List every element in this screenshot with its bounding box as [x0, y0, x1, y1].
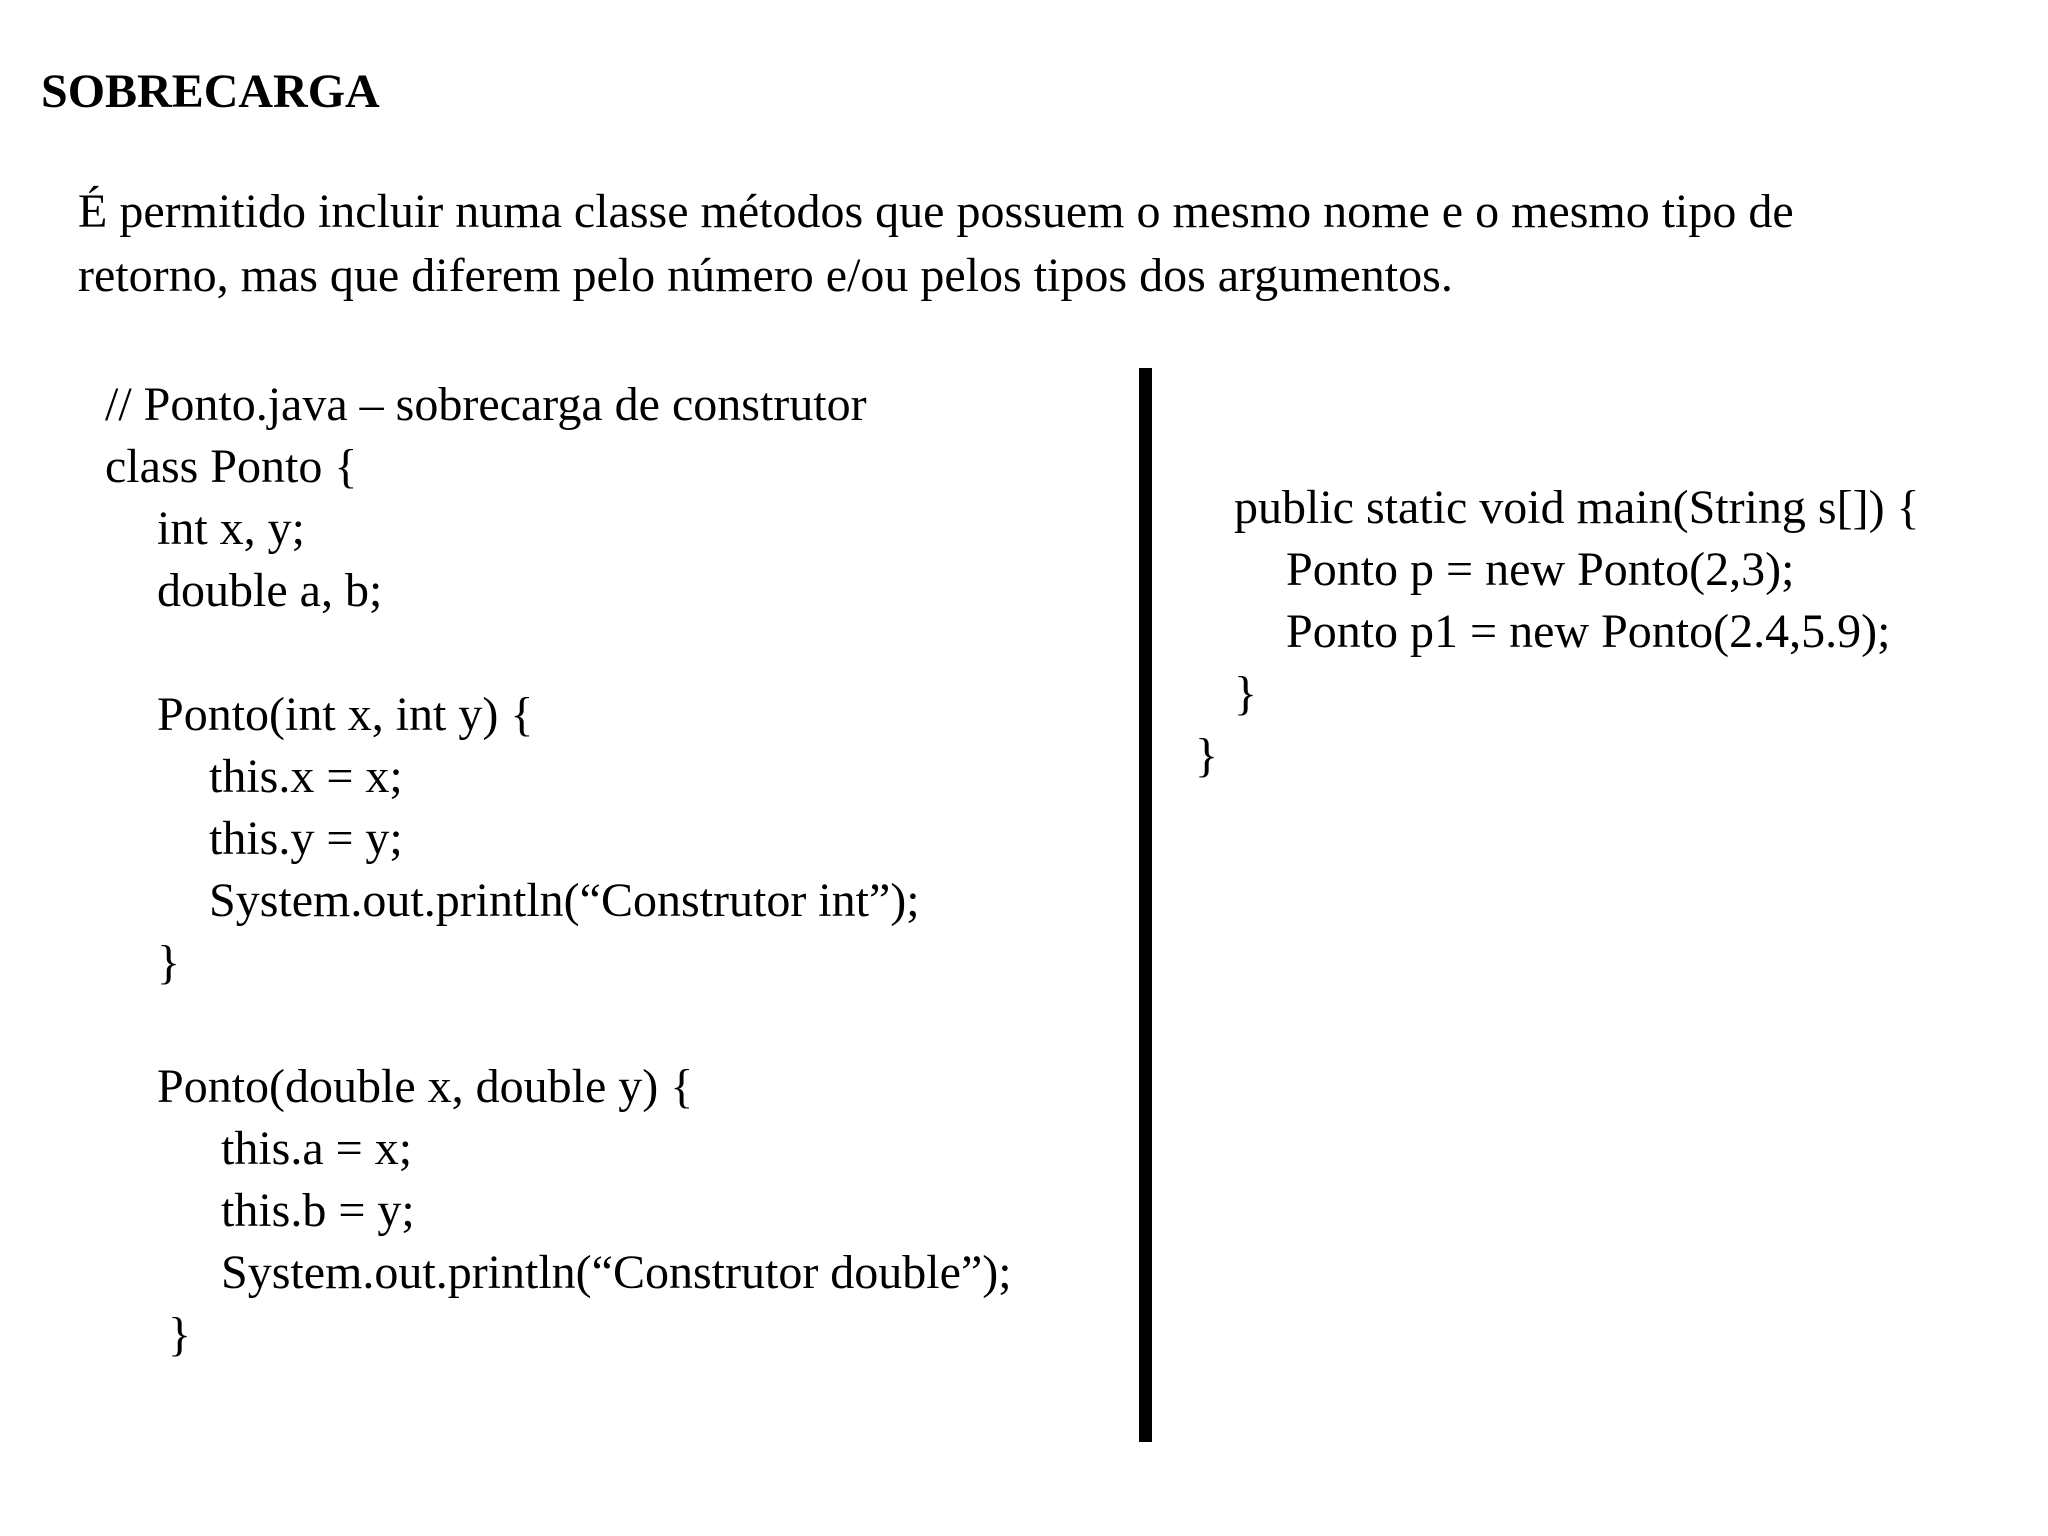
code-line: class Ponto { — [105, 440, 358, 493]
code-line: } — [168, 1308, 192, 1361]
code-line: System.out.println(“Construtor double”); — [221, 1246, 1012, 1299]
intro-line-1: É permitido incluir numa classe métodos que possuem o mesmo nome e o mesmo tipo de — [78, 185, 1794, 238]
code-line: Ponto(int x, int y) { — [157, 688, 534, 741]
code-line: double a, b; — [157, 564, 383, 617]
code-line: public static void main(String s[]) { — [1234, 481, 1920, 534]
code-line: System.out.println(“Construtor int”); — [209, 874, 920, 927]
code-line: // Ponto.java – sobrecarga de construtor — [105, 378, 867, 431]
column-divider — [1139, 368, 1152, 1442]
code-line: this.b = y; — [221, 1184, 415, 1237]
code-line: int x, y; — [157, 502, 306, 555]
code-line: this.y = y; — [209, 812, 403, 865]
intro-line-2: retorno, mas que diferem pelo número e/ou pelos tipos dos argumentos. — [78, 249, 1453, 302]
intro-paragraph — [78, 180, 1978, 308]
code-line: Ponto p1 = new Ponto(2.4,5.9); — [1286, 605, 1891, 658]
code-line: Ponto p = new Ponto(2,3); — [1286, 543, 1795, 596]
code-line: } — [157, 936, 181, 989]
code-line: this.x = x; — [209, 750, 403, 803]
code-line: this.a = x; — [221, 1122, 413, 1175]
code-line: Ponto(double x, double y) { — [157, 1060, 694, 1113]
code-line: } — [1234, 667, 1258, 720]
page-title: SOBRECARGA — [41, 65, 380, 118]
code-line: } — [1195, 729, 1219, 782]
